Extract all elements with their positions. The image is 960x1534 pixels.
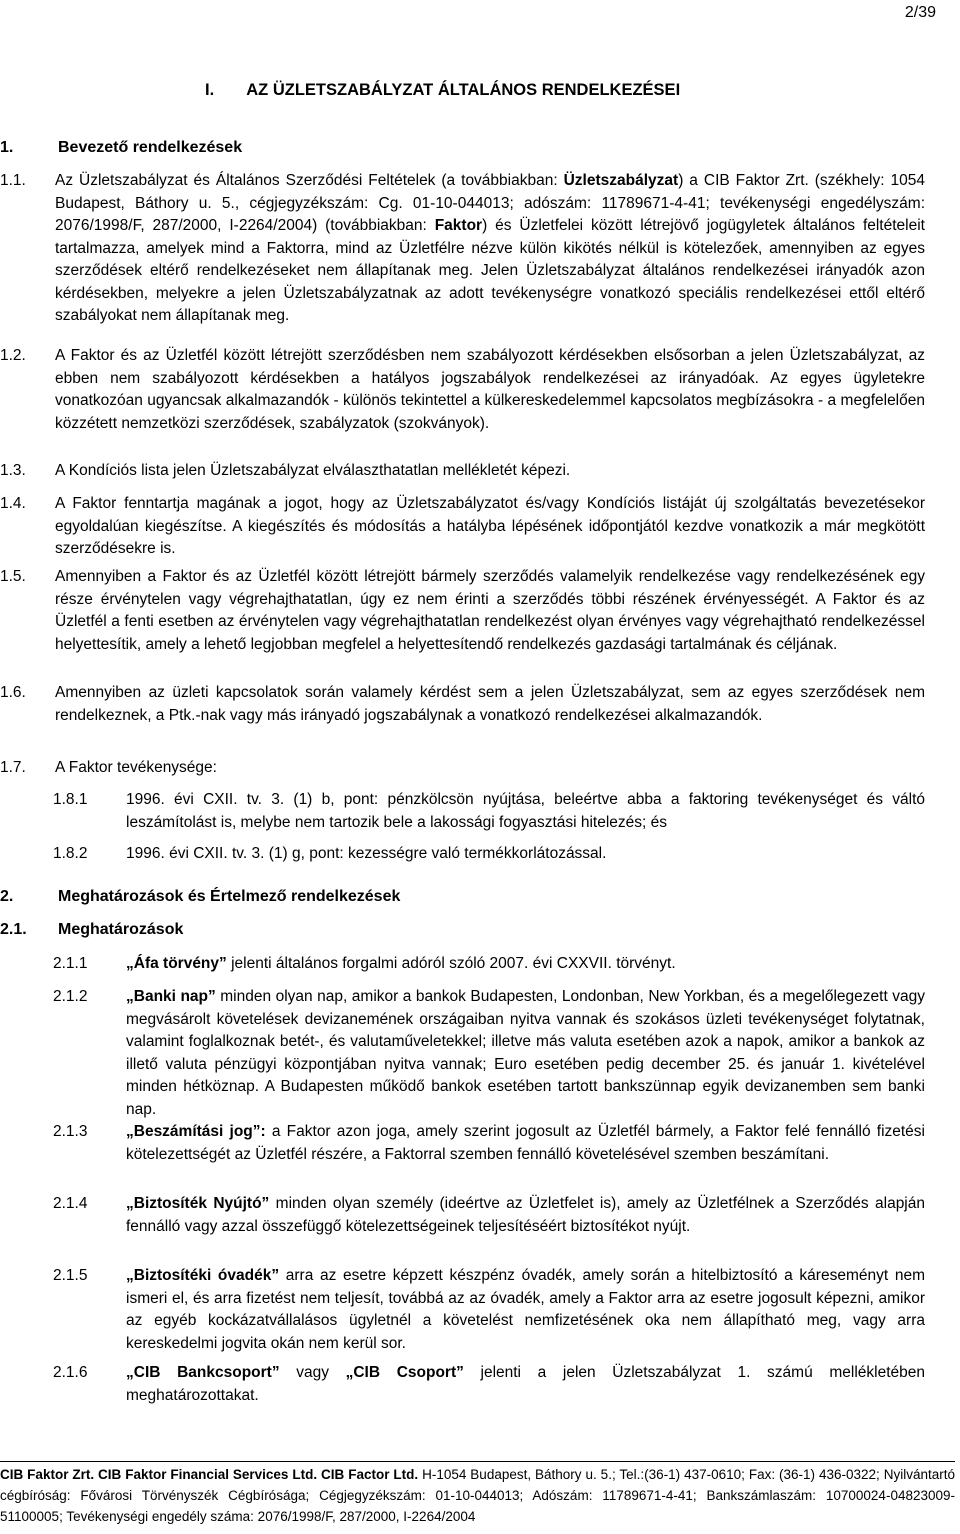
definition-2-1-4 bbox=[53, 1193, 925, 1238]
item-1-8-2 bbox=[53, 843, 925, 866]
defined-term-uzletszabalyzat: Üzletszabályzat bbox=[563, 172, 679, 189]
paragraph-text bbox=[55, 170, 925, 328]
definition-number: 2.1.1 bbox=[53, 955, 88, 972]
defined-term: „Banki nap” bbox=[126, 988, 216, 1005]
section-number: 2. bbox=[0, 888, 14, 905]
section-number: 2.1. bbox=[0, 921, 27, 938]
paragraph-1-2 bbox=[0, 345, 925, 435]
text-run: vagy bbox=[279, 1364, 346, 1381]
section-number: 1. bbox=[0, 139, 14, 156]
paragraph-text: A Faktor fenntartja magának a jogot, hogy az Üzletszabályzatot és/vagy Kondíciós listáját új szolgáltatás bevezetésekor egyoldalúan kiegészítse. A kiegészítés és módosítás a hatályba lépésének időpontjától kezdve vonatkozik a már megkötött szerződésekre is. bbox=[55, 495, 925, 557]
paragraph-text: A Kondíciós lista jelen Üzletszabályzat elválaszthatatlan mellékletét képezi. bbox=[55, 462, 571, 479]
definition-2-1-3 bbox=[53, 1121, 925, 1166]
definition-text bbox=[126, 1362, 925, 1407]
definition-text bbox=[126, 1265, 925, 1355]
page-footer bbox=[0, 1461, 955, 1527]
paragraph-number: 1.5. bbox=[0, 568, 26, 585]
section-title: Bevezető rendelkezések bbox=[58, 139, 243, 156]
text-run: a Faktor azon joga, amely szerint jogosult az Üzletfél bármely, a Faktor felé fennálló fizetési kötelezettségét az Üzletfél részére, a Faktorral szemben fennálló követelésével szemben beszámítani. bbox=[126, 1123, 925, 1163]
page-number: 2/39 bbox=[904, 4, 936, 21]
paragraph-1-6 bbox=[0, 682, 925, 727]
text-run: ) a CIB Faktor Zrt. (székhely: 1054 Budapest, Báthory u. 5., cégjegyzékszám: Cg. 01-10-044013; adószám: 11789671-4-41; tevékenységi engedélyszám: 2076/1998/F, 287/2000, I-2264/2004) (továbbiakban: bbox=[55, 172, 925, 234]
chapter-heading bbox=[205, 79, 680, 102]
item-text: 1996. évi CXII. tv. 3. (1) g, pont: kezességre való termékkorlátozással. bbox=[126, 845, 607, 862]
defined-term: „Biztosíték Nyújtó” bbox=[126, 1195, 270, 1212]
paragraph-text: A Faktor tevékenysége: bbox=[55, 759, 217, 776]
paragraph-number: 1.7. bbox=[0, 759, 26, 776]
defined-term-faktor: Faktor bbox=[434, 217, 483, 234]
defined-term: „Beszámítási jog”: bbox=[126, 1123, 266, 1140]
definition-text bbox=[126, 1121, 925, 1166]
definition-number: 2.1.4 bbox=[53, 1195, 88, 1212]
defined-term: „Biztosítéki óvadék” bbox=[126, 1267, 280, 1284]
definition-text bbox=[126, 986, 925, 1121]
paragraph-number: 1.1. bbox=[0, 172, 26, 189]
footer-company-names: CIB Faktor Zrt. CIB Faktor Financial Services Ltd. CIB Factor Ltd. bbox=[0, 1467, 419, 1482]
text-run: minden olyan nap, amikor a bankok Budapesten, Londonban, New Yorkban, és a megelőlegezett vagy megvásárolt követelések devizanemének országaiban nyitva vannak és szokásos üzleti tevékenységet folytatnak, valamint foglalkoznak betét-, és valutaműveletekkel; illetve más valuta esetében azok a napok, amikor a bankok az illető valuta pénzügyi központjában nyitva vannak; Euro esetében pedig december 25. és január 1. kivételével minden hétköznap. A Budapesten működő bankok esetében tartott bankszünnap egyik devizanemben sem banki nap. bbox=[126, 988, 925, 1118]
paragraph-number: 1.4. bbox=[0, 495, 26, 512]
paragraph-1-5 bbox=[0, 566, 925, 656]
definition-number: 2.1.3 bbox=[53, 1123, 88, 1140]
text-run: jelenti a jelen Üzletszabályzat 1. számú mellékletében meghatározottakat. bbox=[126, 1364, 925, 1404]
definition-2-1-6 bbox=[53, 1362, 925, 1407]
paragraph-1-7 bbox=[0, 757, 925, 780]
text-run: Az Üzletszabályzat és Általános Szerződési Feltételek (a továbbiakban: bbox=[55, 172, 564, 189]
item-text: 1996. évi CXII. tv. 3. (1) b, pont: pénzkölcsön nyújtása, beleértve abba a faktoring tevékenységet és váltó leszámítolást is, melybe nem tartozik bele a lakossági fogyasztási hitelezés; és bbox=[126, 791, 925, 831]
section-title: Meghatározások és Értelmező rendelkezések bbox=[58, 888, 401, 905]
paragraph-1-4 bbox=[0, 493, 925, 561]
chapter-title: AZ ÜZLETSZABÁLYZAT ÁLTALÁNOS RENDELKEZÉSEI bbox=[246, 81, 681, 99]
paragraph-text: A Faktor és az Üzletfél között létrejött szerződésben nem szabályozott kérdésekben elsősorban a jelen Üzletszabályzat, az ebben nem szabályozott kérdésekben a hatályos jogszabályok rendelkezései az irányadóak. Az egyes ügyletekre vonatkozóan ugyancsak alkalmazandók - különös tekintettel a külkereskedelemmel kapcsolatos megbízásokra - a megfelelően közzétett nemzetközi szerződések, szabályzatok (szokványok). bbox=[55, 347, 925, 432]
text-run: arra az esetre képzett készpénz óvadék, amely során a hitelbiztosító a káreseményt nem ismeri el, és arra fizetést nem teljesít, továbbá az az óvadék, amely a Faktor arra az esetre jogosult képezni, amikor az egyéb kockázatvállalásos ügyletnél a követelést nemfizetésének oka nem állapítható meg, vagy arra kereskedelmi jogvita okán nem kerül sor. bbox=[126, 1267, 925, 1352]
item-number: 1.8.2 bbox=[53, 845, 88, 862]
text-run: ) és Üzletfelei között létrejövő jogügyletek általános feltételeit tartalmazza, amelyek mind a Faktorra, mind az Üzletfélre nézve külön kikötés nélkül is kötelezőek, amennyiben az egyes szerződések eltérő rendelkezéseket nem állapítanak meg. Jelen Üzletszabályzat általános rendelkezései irányadók azon kérdésekben, melyekre a jelen Üzletszabályzatnak az adott tevékenységre vonatkozó speciális rendelkezései ettől eltérő szabályokat nem állapítanak meg. bbox=[55, 217, 925, 324]
paragraph-number: 1.6. bbox=[0, 684, 26, 701]
text-run: minden olyan személy (ideértve az Üzletfelet is), amely az Üzletfélnek a Szerződés alapján fennálló vagy azzal összefüggő kötelezettségeinek teljesítéséért biztosítékot nyújt. bbox=[126, 1195, 925, 1235]
chapter-number: I. bbox=[205, 81, 215, 99]
footer-company-details: H-1054 Budapest, Báthory u. 5.; Tel.:(36-1) 437-0610; Fax: (36-1) 436-0322; Nyilvántartó cégbíróság: Fővárosi Törvényszék Cégbírósága; Cégjegyzékszám: 01-10-044013; Adószám: 11789671-4-41; Bankszámlaszám: 10700024-04823009-51100005; Tevékenységi engedély száma: 2076/1998/F, 287/2000, I-2264/2004 bbox=[0, 1467, 955, 1524]
paragraph-text: Amennyiben az üzleti kapcsolatok során valamely kérdést sem a jelen Üzletszabályzat, sem az egyes szerződések nem rendelkeznek, a Ptk.-nak vagy más irányadó jogszabálynak a vonatkozó rendelkezései alkalmazandók. bbox=[55, 684, 925, 724]
definition-text bbox=[126, 953, 925, 976]
item-number: 1.8.1 bbox=[53, 791, 88, 808]
text-run: jelenti általános forgalmi adóról szóló 2007. évi CXXVII. törvényt. bbox=[226, 955, 676, 972]
section-title: Meghatározások bbox=[58, 921, 184, 938]
defined-term-cib-csoport: „CIB Csoport” bbox=[345, 1364, 464, 1381]
definition-number: 2.1.2 bbox=[53, 988, 88, 1005]
definition-number: 2.1.5 bbox=[53, 1267, 88, 1284]
paragraph-number: 1.2. bbox=[0, 347, 26, 364]
definition-2-1-5 bbox=[53, 1265, 925, 1355]
item-1-8-1 bbox=[53, 789, 925, 834]
paragraph-1-1 bbox=[0, 170, 925, 328]
definition-text bbox=[126, 1193, 925, 1238]
definition-2-1-1 bbox=[53, 953, 925, 976]
paragraph-text: Amennyiben a Faktor és az Üzletfél között létrejött bármely szerződés valamelyik rendelkezése vagy rendelkezésének egy része érvénytelen vagy végrehajthatatlan, úgy ez nem érinti a szerződés többi részének érvényességét. A Faktor és az Üzletfél a fenti esetben az érvénytelen vagy végrehajthatatlan rendelkezést olyan érvényes vagy végrehajtható rendelkezéssel helyettesítik, amely a lehető legjobban megfelel a helyettesítendő rendelkezés gazdasági tartalmának és céljának. bbox=[55, 568, 925, 653]
paragraph-number: 1.3. bbox=[0, 462, 26, 479]
defined-term-cib-bankcsoport: „CIB Bankcsoport” bbox=[126, 1364, 280, 1381]
definition-2-1-2 bbox=[53, 986, 925, 1121]
paragraph-1-3 bbox=[0, 460, 925, 483]
definition-number: 2.1.6 bbox=[53, 1364, 88, 1381]
defined-term: „Áfa törvény” bbox=[126, 955, 227, 972]
